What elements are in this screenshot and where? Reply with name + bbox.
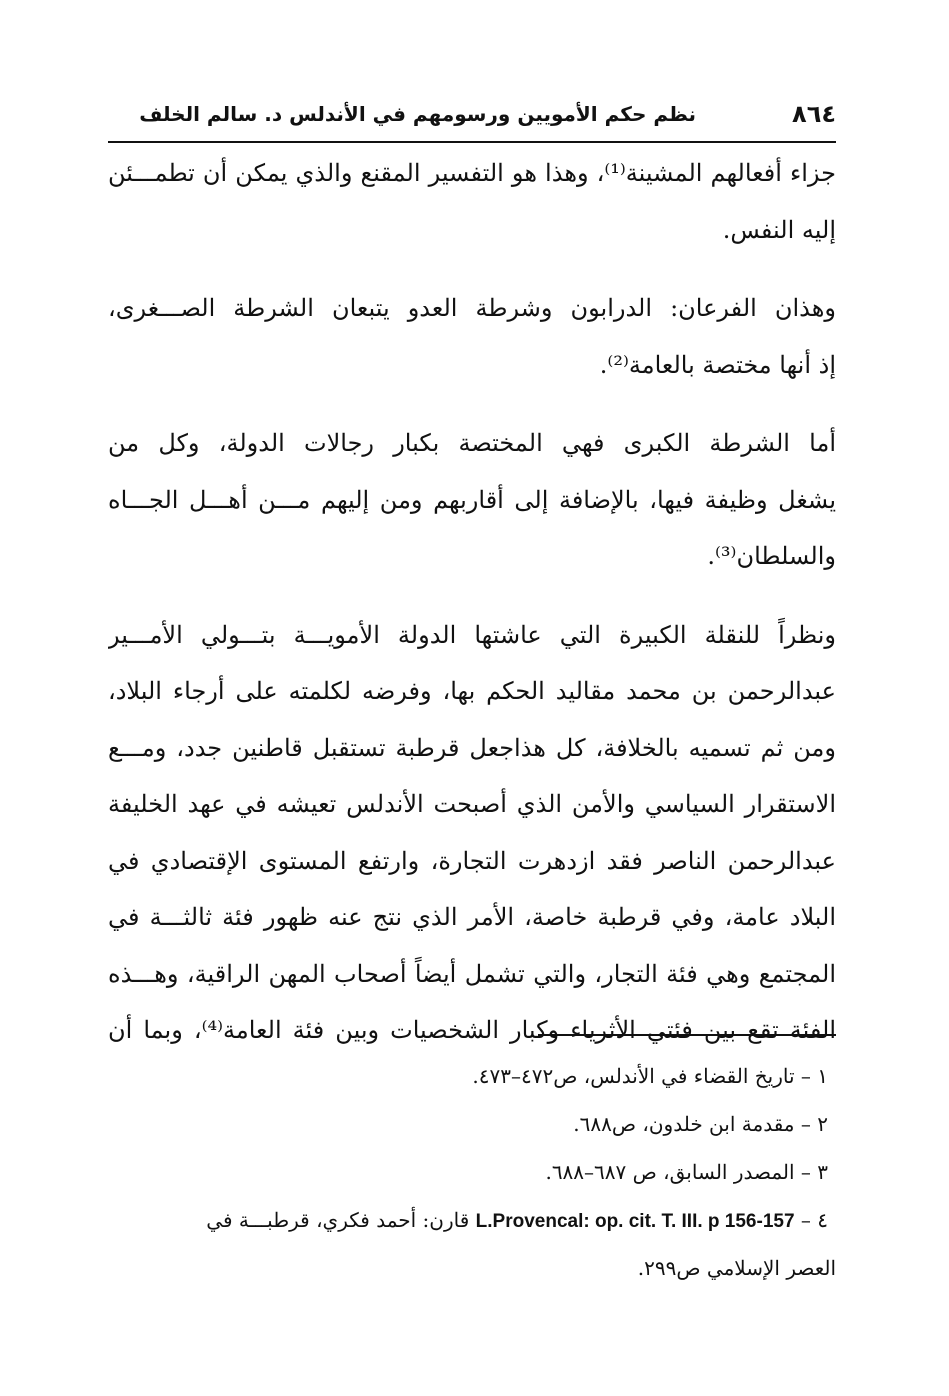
page-header	[108, 96, 836, 140]
paragraph-gap	[108, 585, 836, 607]
body-line: المجتمع وهي فئة التجار، والتي تشمل أيضاً أصحاب المهن الراقية، وهـــذه	[108, 959, 836, 988]
body-line: إذ أنها مختصة بالعامة⁽²⁾.	[599, 350, 836, 379]
body-line: الفئة تقع بين فئتي الأثرياء وكبار الشخصيات وبين فئة العامة⁽⁴⁾، وبما أن	[108, 1016, 836, 1044]
footnote-2: ٢ – مقدمة ابن خلدون، ص٦٨٨.	[573, 1112, 828, 1136]
paragraph-gap	[108, 258, 836, 280]
body-text	[108, 145, 836, 1059]
body-line: يشغل وظيفة فيها، بالإضافة إلى أقاربهم ومن إليهم مـــن أهـــل الجـــاه	[108, 485, 836, 514]
body-line: ونظراً للنقلة الكبيرة التي عاشتها الدولة الأمويـــة بتـــولي الأمـــير	[108, 620, 836, 649]
paragraph-gap	[108, 393, 836, 415]
footnote-4	[108, 1196, 836, 1244]
page-number: ٨٦٤	[792, 100, 836, 128]
footnote-4-arabic-reference: قارن: أحمد فكري، قرطبـــة في	[206, 1208, 470, 1232]
footnote-rule	[538, 1034, 836, 1036]
body-line: إليه النفس.	[722, 215, 836, 244]
body-line: وهذان الفرعان: الدرابون وشرطة العدو يتبعان الشرطة الصـــغرى،	[108, 294, 836, 322]
running-title: نظم حكم الأمويين ورسومهم في الأندلس د. سالم الخلف	[139, 102, 696, 126]
body-line: البلاد عامة، وفي قرطبة خاصة، الأمر الذي نتج عنه ظهور فئة ثالثـــة في	[108, 903, 836, 931]
footnotes	[108, 1052, 836, 1292]
footnote-3: ٣ – المصدر السابق، ص ٦٨٧–٦٨٨.	[545, 1160, 828, 1184]
body-line: عبدالرحمن بن محمد مقاليد الحكم بها، وفرضه لكلمته على أرجاء البلاد،	[108, 677, 836, 705]
body-line: جزاء أفعالهم المشينة⁽¹⁾، وهذا هو التفسير المقنع والذي يمكن أن تطمـــئن	[108, 159, 836, 187]
body-line: والسلطان⁽³⁾.	[707, 542, 836, 570]
header-rule	[108, 141, 836, 143]
footnote-1: ١ – تاريخ القضاء في الأندلس، ص٤٧٢–٤٧٣.	[472, 1064, 828, 1088]
body-line: ومن ثم تسميه بالخلافة، كل هذاجعل قرطبة تستقبل قاطنين جدد، ومـــع	[108, 733, 836, 762]
footnote-4-continuation: العصر الإسلامي ص٢٩٩.	[637, 1256, 836, 1280]
footnote-4-latin-reference: L.Provencal: op. cit. T. III. p 156-157	[475, 1211, 795, 1232]
body-line: عبدالرحمن الناصر فقد ازدهرت التجارة، وارتفع المستوى الإقتصادي في	[108, 846, 836, 875]
body-line: الاستقرار السياسي والأمن الذي أصبحت الأندلس تعيشه في عهد الخليفة	[108, 790, 836, 818]
body-line: أما الشرطة الكبرى فهي المختصة بكبار رجالات الدولة، وكل من	[108, 429, 836, 457]
footnote-4-number: ٤ –	[800, 1208, 828, 1232]
